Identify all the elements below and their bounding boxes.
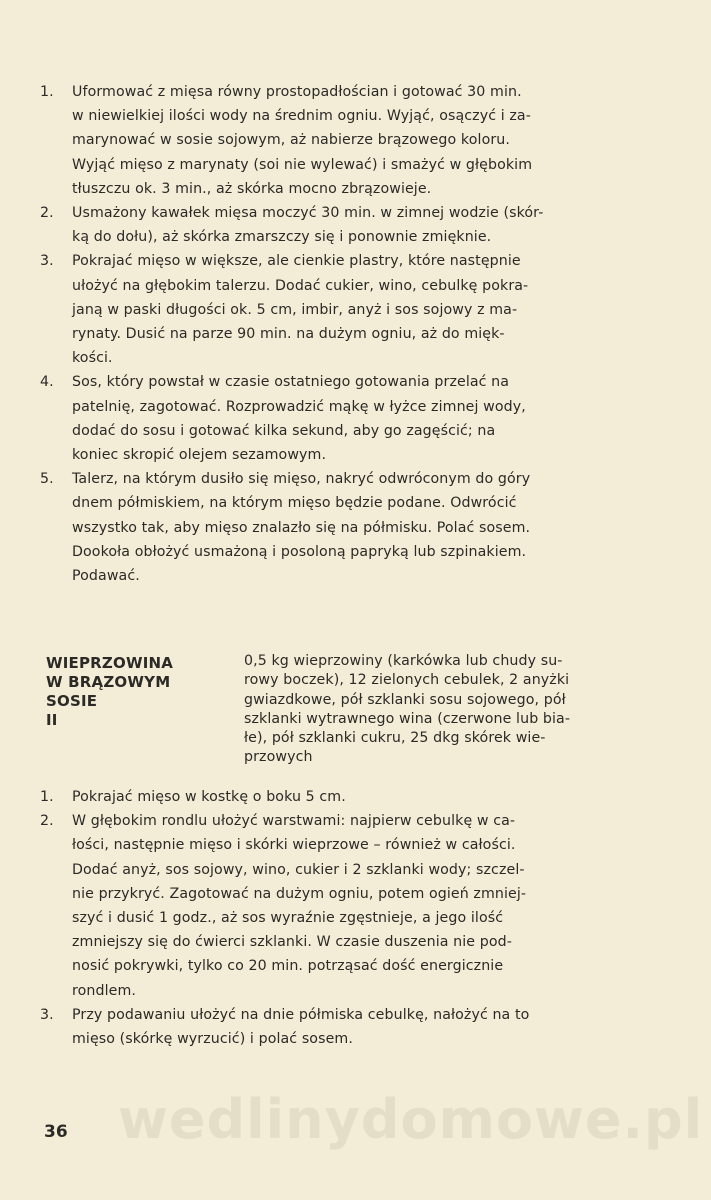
step-line: kości. (72, 350, 113, 367)
step-line: zmniejszy się do ćwierci szklanki. W czasie duszenia nie pod- (72, 934, 512, 951)
step-line: Sos, który powstał w czasie ostatniego gotowania przelać na (72, 374, 510, 391)
step-line: nosić pokrywki, tylko co 20 min. potrząsać dość energicznie (72, 958, 504, 975)
step-line: łości, następnie mięso i skórki wieprzowe – również w całości. (72, 837, 516, 854)
step-item (40, 785, 650, 809)
step-line: wszystko tak, aby mięso znalazło się na półmisku. Polać sosem. (72, 519, 531, 536)
step-line: Pokrajać mięso w kostkę o boku 5 cm. (72, 789, 346, 805)
step-line: szyć i dusić 1 godz., aż sos wyraźnie zgęstnieje, a jego ilość (72, 910, 504, 927)
step-line: patelnię, zagotować. Rozprowadzić mąkę w łyżce zimnej wody, (72, 398, 526, 415)
step-item (40, 80, 650, 201)
step-number: 1. (40, 789, 54, 805)
recipe-title-line: W BRĄZOWYM (46, 673, 171, 691)
step-line: janą w paski długości ok. 5 cm, imbir, anyż i sos sojowy z ma- (72, 301, 518, 318)
ingredient-line: gwiazdkowe, pół szklanki sosu sojowego, pół (244, 691, 566, 708)
ingredient-line: rowy boczek), 12 zielonych cebulek, 2 anyżki (244, 672, 570, 689)
recipe-title-line: II (46, 711, 58, 729)
step-item (40, 1003, 650, 1051)
recipe-steps-section-2 (40, 785, 650, 1051)
step-line: Dodać anyż, sos sojowy, wino, cukier i 2 szklanki wody; szczel- (72, 861, 525, 878)
step-line: dodać do sosu i gotować kilka sekund, aby go zagęścić; na (72, 422, 496, 439)
step-line: Usmażony kawałek mięsa moczyć 30 min. w zimnej wodzie (skór- (72, 205, 544, 222)
step-line: Przy podawaniu ułożyć na dnie półmiska cebulkę, nałożyć na to (72, 1006, 530, 1023)
step-line: marynować w sosie sojowym, aż nabierze brązowego koloru. (72, 132, 510, 149)
ingredient-line: szklanki wytrawnego wina (czerwone lub bia- (244, 710, 571, 727)
step-line: rynaty. Dusić na parze 90 min. na dużym ogniu, aż do mięk- (72, 326, 505, 343)
step-line: ką do dołu), aż skórka zmarszczy się i ponownie zmięknie. (72, 229, 492, 246)
step-line: Dookoła obłożyć usmażoną i posoloną papryką lub szpinakiem. (72, 543, 527, 560)
step-number: 1. (40, 84, 54, 100)
step-line: W głębokim rondlu ułożyć warstwami: najpierw cebulkę w ca- (72, 813, 516, 830)
step-number: 2. (40, 813, 54, 830)
recipe-title (46, 654, 173, 730)
recipe-steps-section-1 (40, 80, 650, 588)
step-number: 5. (40, 471, 54, 488)
step-item (40, 809, 650, 1003)
step-line: Uformować z mięsa równy prostopadłościan i gotować 30 min. (72, 84, 522, 100)
page-number: 36 (44, 1122, 68, 1142)
step-item (40, 249, 650, 370)
step-item (40, 370, 650, 467)
ingredient-line: łe), pół szklanki cukru, 25 dkg skórek wie- (244, 730, 546, 747)
step-number: 4. (40, 374, 54, 391)
step-line: mięso (skórkę wyrzucić) i polać sosem. (72, 1031, 353, 1048)
ingredient-line: przowych (244, 749, 313, 766)
step-line: koniec skropić olejem sezamowym. (72, 447, 327, 464)
step-number: 3. (40, 253, 54, 270)
step-line: rondlem. (72, 982, 136, 999)
recipe-title-line: WIEPRZOWINA (46, 654, 174, 672)
step-line: Talerz, na którym dusiło się mięso, nakryć odwróconym do góry (72, 471, 531, 488)
step-line: Podawać. (72, 568, 140, 585)
step-line: Pokrajać mięso w większe, ale cienkie plastry, które następnie (72, 253, 521, 270)
step-item (40, 467, 650, 588)
ingredients-list (244, 652, 654, 768)
step-line: tłuszczu ok. 3 min., aż skórka mocno zbrązowieje. (72, 180, 432, 197)
step-number: 3. (40, 1006, 54, 1023)
step-line: w niewielkiej ilości wody na średnim ogniu. Wyjąć, osączyć i za- (72, 108, 531, 125)
watermark: wedlinydomowe.pl (118, 1088, 704, 1151)
recipe-title-line: SOSIE (46, 692, 98, 710)
step-line: nie przykryć. Zagotować na dużym ogniu, potem ogień zmniej- (72, 885, 527, 902)
step-item (40, 201, 650, 249)
ingredient-line: 0,5 kg wieprzowiny (karkówka lub chudy su- (244, 653, 563, 669)
step-line: ułożyć na głębokim talerzu. Dodać cukier, wino, cebulkę pokra- (72, 277, 529, 294)
step-line: dnem półmiskiem, na którym mięso będzie podane. Odwrócić (72, 495, 517, 512)
step-line: Wyjąć mięso z marynaty (soi nie wylewać) i smażyć w głębokim (72, 156, 533, 173)
step-number: 2. (40, 205, 54, 222)
